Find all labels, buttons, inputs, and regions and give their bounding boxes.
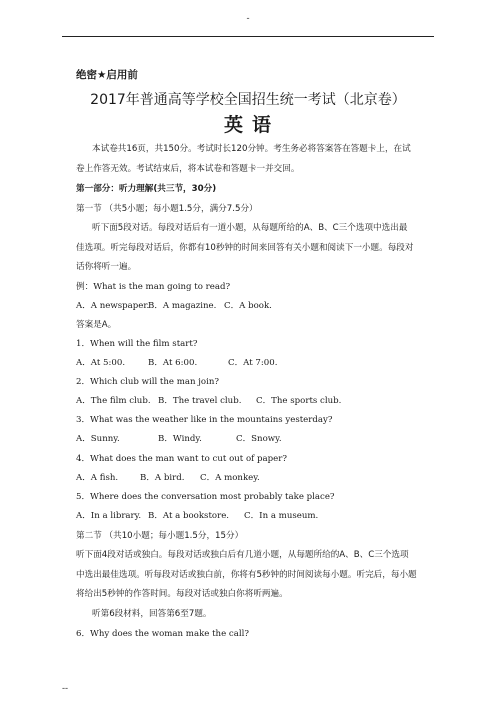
- section-1-instructions-1: 听下面5段对话。每段对话后有一道小题，从每题所给的A、B、C三个选项中选出最: [92, 223, 408, 233]
- question-4: 4．What does the man want to cut out of paper?: [76, 454, 287, 464]
- section-1-instructions-2: 佳选项。听完每段对话后，你都有10秒钟的时间来回答有关小题和阅读下一小题。每段对: [76, 243, 414, 253]
- section-2-instructions-3: 将给出5秒钟的作答时间。每段对话或独白你将听两遍。: [76, 589, 288, 599]
- footer-mark: --: [62, 684, 69, 694]
- question-2: 2．Which club will the man join?: [76, 377, 219, 387]
- question-1-option-b: B．At 6:00.: [148, 358, 198, 368]
- subject-char-2: 语: [251, 114, 272, 136]
- part-1-heading: 第一部分：听力理解(共三节，30分): [76, 184, 217, 194]
- question-2-option-c: C．The sports club.: [256, 396, 342, 406]
- example-question: 例：What is the man going to read?: [76, 282, 231, 292]
- question-1-option-c: C．At 7:00.: [228, 358, 278, 368]
- section-1-heading: 第一节 （共5小题；每小题1.5分，满分7.5分）: [76, 204, 258, 214]
- question-5-option-b: B．At a bookstore.: [148, 511, 230, 521]
- intro-line-2: 卷上作答无效。考试结束后，将本试卷和答题卡一并交回。: [76, 164, 300, 174]
- question-5: 5．Where does the conversation most probably take place?: [76, 492, 335, 502]
- intro-line-1: 本试卷共16页，共150分。考试时长120分钟。考生务必将答案答在答题卡上，在试: [92, 144, 411, 154]
- example-answer: 答案是A。: [76, 320, 117, 330]
- subject-title: [0, 113, 496, 137]
- question-2-option-b: B．The travel club.: [158, 396, 242, 406]
- example-option-a: A．A newspaper.: [76, 301, 150, 311]
- question-3-option-a: A．Sunny.: [76, 434, 120, 444]
- question-5-option-c: C．In a museum.: [244, 511, 319, 521]
- section-2-instructions-2: 中选出最佳选项。听每段对话或独白前，你将有5秒钟的时间阅读每小题。听完后，每小题: [76, 570, 417, 580]
- header-mark: -: [246, 14, 250, 24]
- example-option-c: C．A book.: [224, 301, 272, 311]
- section-2-note: 听第6段材料，回答第6至7题。: [92, 609, 212, 619]
- confidential-label: 绝密★启用前: [76, 69, 138, 81]
- header-rule: [62, 36, 434, 37]
- section-1-instructions-3: 话你将听一遍。: [76, 262, 137, 272]
- question-3: 3．What was the weather like in the mountains yesterday?: [76, 415, 333, 425]
- question-6: 6．Why does the woman make the call?: [76, 629, 249, 639]
- exam-title: 2017年普通高等学校全国招生统一考试（北京卷）: [90, 92, 406, 108]
- section-2-heading: 第二节 （共10小题；每小题1.5分，15分）: [76, 531, 244, 541]
- question-4-option-c: C．A monkey.: [200, 473, 260, 483]
- question-5-option-a: A．In a library.: [76, 511, 142, 521]
- question-1-option-a: A．At 5:00.: [76, 358, 126, 368]
- question-3-option-c: C．Snowy.: [236, 434, 282, 444]
- question-4-option-b: B．A bird.: [140, 473, 185, 483]
- question-2-option-a: A．The film club.: [76, 396, 151, 406]
- section-2-instructions-1: 听下面4段对话或独白。每段对话或独白后有几道小题，从每题所给的A、B、C三个选项: [76, 550, 409, 560]
- example-option-b: B．A magazine.: [148, 301, 217, 311]
- question-4-option-a: A．A fish.: [76, 473, 119, 483]
- subject-char-1: 英: [223, 114, 244, 136]
- question-3-option-b: B．Windy.: [158, 434, 202, 444]
- question-1: 1．When will the film start?: [76, 339, 198, 349]
